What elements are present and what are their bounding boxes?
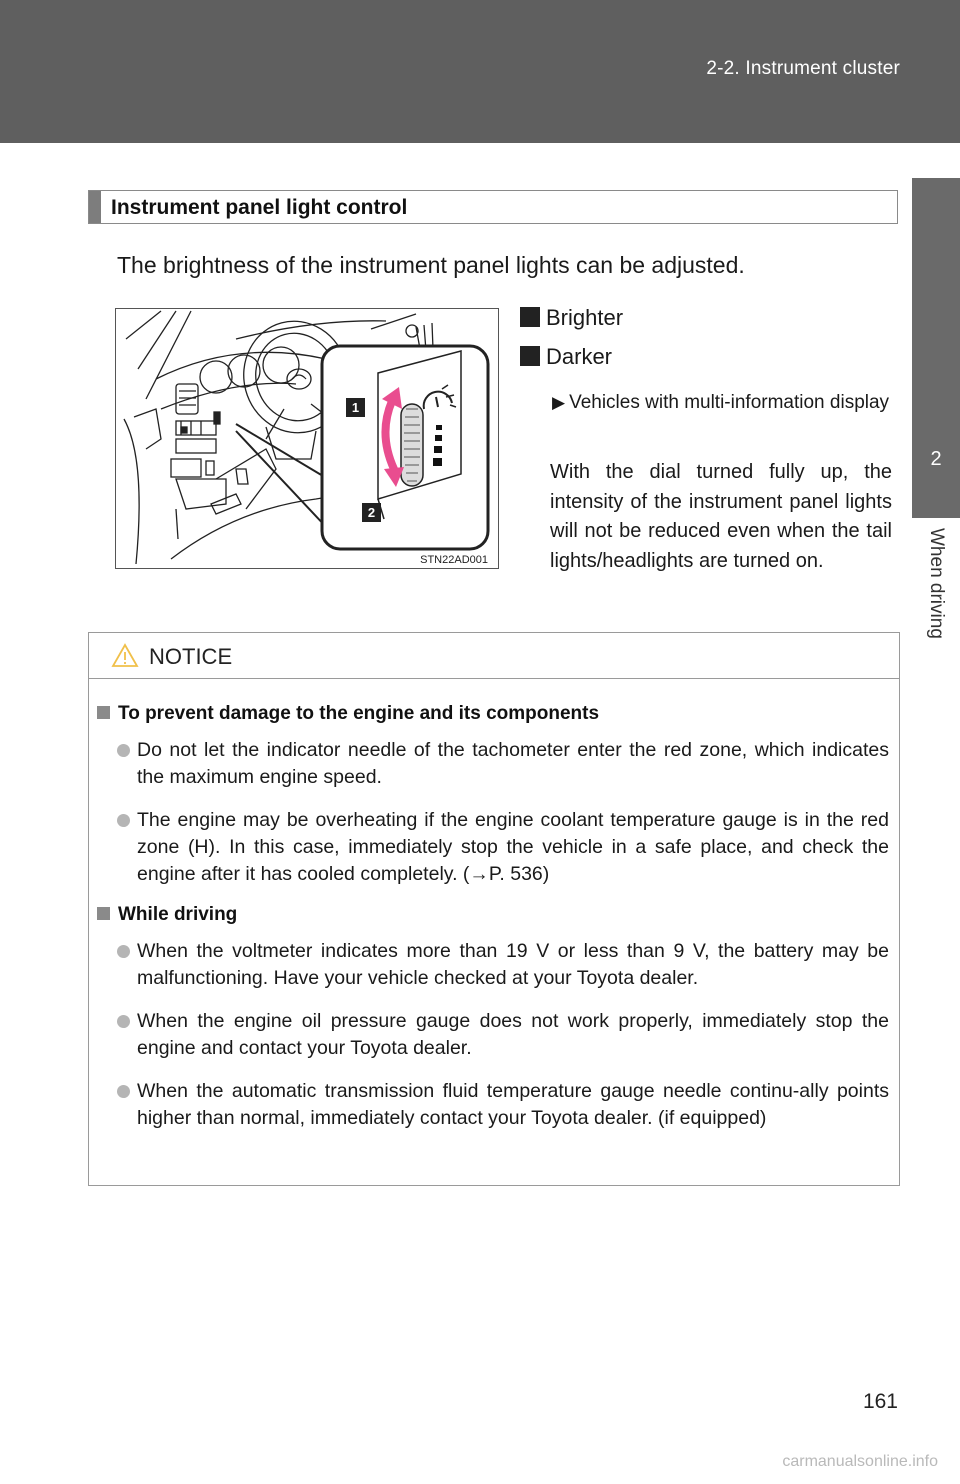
circle-bullet-icon [117, 814, 130, 827]
notice-header [89, 633, 899, 679]
notice-bullet: When the voltmeter indicates more than 19 V or less than 9 V, the battery may be malfunctioning. Have your vehicle checked at your Toyota dealer. [117, 938, 889, 992]
play-triangle-icon: ▶ [552, 393, 566, 412]
legend-number-1-badge [520, 307, 540, 327]
notice-bullet: Do not let the indicator needle of the tachometer enter the red zone, which indicates the maximum engine speed. [117, 737, 889, 791]
chapter-side-tab [912, 143, 960, 1484]
watermark: carmanualsonline.info [782, 1453, 938, 1470]
square-bullet-icon [97, 907, 110, 920]
legend-item-brighter [520, 305, 623, 331]
vehicle-condition-note [552, 388, 892, 417]
page-header [0, 0, 960, 143]
vehicle-condition-text: Vehicles with multi-information display [569, 392, 890, 413]
notice-heading-engine: To prevent damage to the engine and its components [97, 703, 599, 725]
figure-code: STN22AD001 [420, 554, 488, 566]
section-title: Instrument panel light control [111, 196, 408, 219]
notice-bullet: When the engine oil pressure gauge does not work properly, immediately stop the engine and contact your Toyota dealer. [117, 1008, 889, 1062]
legend-item-darker [520, 344, 612, 370]
chapter-number: 2 [930, 448, 942, 470]
warning-triangle-icon [111, 643, 139, 668]
page-number: 161 [862, 1390, 898, 1413]
square-bullet-icon [97, 706, 110, 719]
notice-box [88, 632, 900, 1186]
legend-label-darker: Darker [546, 344, 613, 369]
dashboard-illustration [115, 308, 499, 569]
callout-2-label: 2 [367, 505, 376, 520]
section-title-box [88, 190, 898, 224]
section-breadcrumb: 2-2. Instrument cluster [706, 58, 900, 79]
intro-text: The brightness of the instrument panel lights can be adjusted. [117, 252, 745, 278]
legend-label-brighter: Brighter [546, 305, 624, 330]
circle-bullet-icon [117, 1085, 130, 1098]
chapter-tab-marker [912, 178, 960, 518]
callout-1-label: 1 [351, 400, 360, 415]
notice-bullet: When the automatic transmission fluid temperature gauge needle continu-ally points higher than normal, immediately contact your Toyota dealer. (if equipped) [117, 1078, 889, 1132]
circle-bullet-icon [117, 744, 130, 757]
notice-bullet: The engine may be overheating if the engine coolant temperature gauge is in the red zone (H). In this case, immediately stop the vehicle in a safe place, and check the engine after it has cooled completely. (→P. 536) [117, 807, 889, 888]
notice-title: NOTICE [149, 644, 233, 669]
dashboard-drawing [116, 309, 499, 569]
notice-heading-driving: While driving [97, 904, 237, 926]
dial-explanation: With the dial turned fully up, the intensity of the instrument panel lights will not be reduced even when the tail lights/headlights are turned on. [550, 461, 892, 572]
circle-bullet-icon [117, 1015, 130, 1028]
chapter-label: When driving [926, 528, 947, 639]
legend-number-2-badge [520, 346, 540, 366]
circle-bullet-icon [117, 945, 130, 958]
